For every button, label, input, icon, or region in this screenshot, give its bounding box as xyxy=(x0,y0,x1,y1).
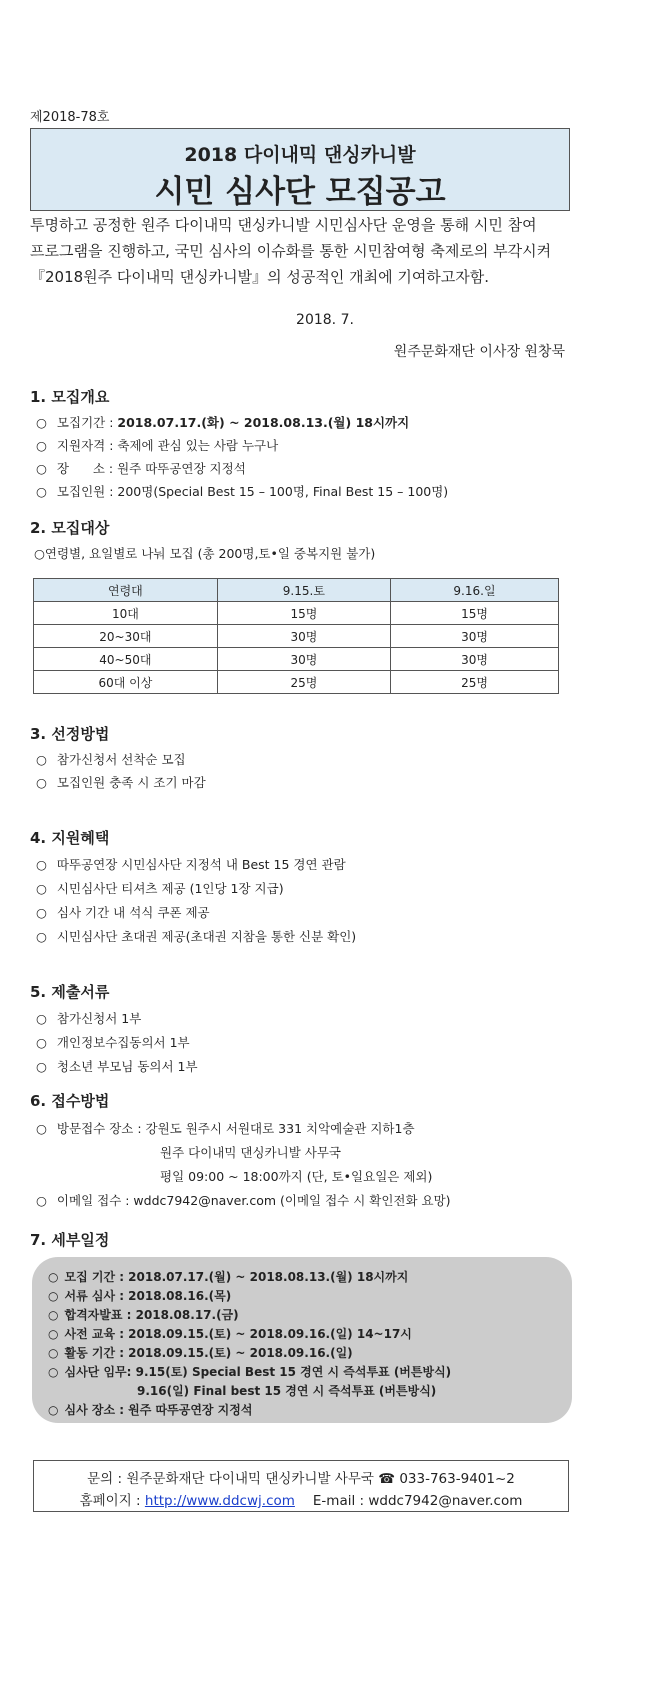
column-header: 9.15.토 xyxy=(217,579,390,602)
bullet-icon: ○ xyxy=(36,905,47,920)
section-heading-documents: 5. 제출서류 xyxy=(30,983,110,1001)
table-cell: 30명 xyxy=(217,648,390,671)
table-cell: 20~30대 xyxy=(34,625,218,648)
list-item xyxy=(36,855,346,873)
schedule-item: ○ 심사 장소 : 원주 따뚜공연장 지정석 xyxy=(48,1403,253,1417)
contact-box xyxy=(33,1460,569,1512)
bullet-icon: ○ xyxy=(36,461,47,476)
section-heading-submission: 6. 접수방법 xyxy=(30,1092,110,1110)
table-cell: 40~50대 xyxy=(34,648,218,671)
contact-email: E-mail : wddc7942@naver.com xyxy=(312,1493,523,1509)
list-item xyxy=(36,436,278,454)
item-label: 시민심사단 초대권 제공(초대권 지참을 통한 신분 확인) xyxy=(56,929,357,944)
list-item xyxy=(36,1119,415,1137)
section-heading-overview: 1. 모집개요 xyxy=(30,388,110,406)
page-title: 시민 심사단 모집공고 xyxy=(154,174,446,210)
item-label: 모집인원 충족 시 조기 마감 xyxy=(56,775,206,790)
item-label: 지원자격 : 축제에 관심 있는 사람 누구나 xyxy=(56,438,279,453)
document-number: 제2018-78호 xyxy=(30,110,110,125)
table-cell: 30명 xyxy=(391,648,559,671)
table-cell: 30명 xyxy=(217,625,390,648)
list-item xyxy=(36,1033,190,1051)
table-row xyxy=(34,602,559,625)
intro-line: 『2018원주 다이내믹 댄싱카니발』의 성공적인 개최에 기여하고자함. xyxy=(30,268,490,286)
list-item xyxy=(36,773,206,791)
bullet-icon: ○ xyxy=(48,1365,59,1379)
inquiry-line: 문의 : 원주문화재단 다이내믹 댄싱카니발 사무국 ☎ 033-763-9401~2 xyxy=(87,1471,515,1487)
section-heading-benefits: 4. 지원혜택 xyxy=(30,829,110,847)
section-heading-target: 2. 모집대상 xyxy=(30,519,110,537)
section-heading-schedule: 7. 세부일정 xyxy=(30,1231,110,1249)
bullet-icon: ○ xyxy=(48,1270,59,1284)
visit-hours-line: 평일 09:00 ~ 18:00까지 (단, 토•일요일은 제외) xyxy=(160,1169,433,1184)
bullet-icon: ○ xyxy=(36,438,47,453)
intro-line: 프로그램을 진행하고, 국민 심사의 이슈화를 통한 시민참여형 축제로의 부각시켜 xyxy=(30,242,552,260)
homepage-line xyxy=(34,1489,568,1509)
schedule-item: ○ 사전 교육 : 2018.09.15.(토) ~ 2018.09.16.(일) 14~17시 xyxy=(48,1327,412,1341)
bullet-icon: ○ xyxy=(36,415,47,430)
schedule-item: ○ 서류 심사 : 2018.08.16.(목) xyxy=(48,1289,232,1303)
announcement-date: 2018. 7. xyxy=(296,312,354,328)
signer: 원주문화재단 이사장 원창묵 xyxy=(393,344,565,360)
item-label: 참가신청서 선착순 모집 xyxy=(56,752,186,767)
list-item xyxy=(36,879,284,897)
bullet-icon: ○ xyxy=(48,1308,59,1322)
section-note: ○연령별, 요일별로 나눠 모집 (총 200명,토•일 중복지원 불가) xyxy=(34,546,376,561)
list-item xyxy=(36,903,210,921)
schedule-item: ○ 모집 기간 : 2018.07.17.(월) ~ 2018.08.13.(월) 18시까지 xyxy=(48,1270,409,1284)
bullet-icon: ○ xyxy=(48,1289,59,1303)
bullet-icon: ○ xyxy=(48,1403,59,1417)
intro-paragraph xyxy=(30,212,610,290)
schedule-item: ○ 활동 기간 : 2018.09.15.(토) ~ 2018.09.16.(일) xyxy=(48,1346,353,1360)
item-label: 청소년 부모님 동의서 1부 xyxy=(56,1059,198,1074)
item-label: 방문접수 장소 : 강원도 원주시 서원대로 331 치악예술관 지하1층 xyxy=(56,1121,415,1136)
schedule-item: ○ 합격자발표 : 2018.08.17.(금) xyxy=(48,1308,239,1322)
table-cell: 15명 xyxy=(391,602,559,625)
list-item xyxy=(36,1191,451,1209)
bullet-icon: ○ xyxy=(48,1327,59,1341)
bullet-icon: ○ xyxy=(36,1011,47,1026)
homepage-label: 홈페이지 : xyxy=(79,1493,145,1509)
bullet-icon: ○ xyxy=(36,857,47,872)
column-header: 9.16.일 xyxy=(391,579,559,602)
item-label: 장 소 : 원주 따뚜공연장 지정석 xyxy=(56,461,246,476)
list-item xyxy=(36,1009,141,1027)
bullet-icon: ○ xyxy=(36,1121,47,1136)
bullet-icon: ○ xyxy=(36,775,47,790)
item-label: 이메일 접수 : wddc7942@naver.com (이메일 접수 시 확인전화 요망) xyxy=(56,1193,451,1208)
schedule-item-continuation: 9.16(일) Final best 15 경연 시 즉석투표 (버튼방식) xyxy=(137,1384,437,1398)
table-header-row xyxy=(34,579,559,602)
list-item xyxy=(36,750,186,768)
list-item xyxy=(36,927,356,945)
column-header: 연령대 xyxy=(34,579,218,602)
title-box xyxy=(30,128,570,211)
table-row xyxy=(34,625,559,648)
bullet-icon: ○ xyxy=(36,1059,47,1074)
bullet-icon: ○ xyxy=(48,1346,59,1360)
list-item xyxy=(36,459,246,477)
item-label: 심사 기간 내 석식 쿠폰 제공 xyxy=(56,905,210,920)
table-cell: 15명 xyxy=(217,602,390,625)
list-item xyxy=(36,1057,198,1075)
homepage-link[interactable]: http://www.ddcwj.com xyxy=(144,1493,295,1509)
schedule-box xyxy=(32,1257,572,1423)
schedule-item: ○ 심사단 임무: 9.15(토) Special Best 15 경연 시 즉석투표 (버튼방식) xyxy=(48,1365,452,1379)
distribution-table xyxy=(33,578,559,694)
bullet-icon: ○ xyxy=(36,1193,47,1208)
bullet-icon: ○ xyxy=(36,929,47,944)
item-label: 따뚜공연장 시민심사단 지정석 내 Best 15 경연 관람 xyxy=(56,857,346,872)
table-row xyxy=(34,671,559,694)
section-heading-selection: 3. 선정방법 xyxy=(30,725,110,743)
item-label: 모집기간 : xyxy=(56,415,118,430)
bullet-icon: ○ xyxy=(36,881,47,896)
intro-line: 투명하고 공정한 원주 다이내믹 댄싱카니발 시민심사단 운영을 통해 시민 참여 xyxy=(30,216,537,234)
bullet-icon: ○ xyxy=(36,484,47,499)
table-cell: 10대 xyxy=(34,602,218,625)
table-cell: 25명 xyxy=(391,671,559,694)
bullet-icon: ○ xyxy=(36,1035,47,1050)
list-item xyxy=(36,482,448,500)
item-label: 시민심사단 티셔츠 제공 (1인당 1장 지급) xyxy=(56,881,284,896)
visit-address-line: 원주 다이내믹 댄싱카니발 사무국 xyxy=(160,1145,341,1160)
item-value: 2018.07.17.(화) ~ 2018.08.13.(월) 18시까지 xyxy=(117,415,410,430)
bullet-icon: ○ xyxy=(36,752,47,767)
table-cell: 60대 이상 xyxy=(34,671,218,694)
item-label: 개인정보수집동의서 1부 xyxy=(56,1035,190,1050)
item-label: 모집인원 : 200명(Special Best 15 – 100명, Final Best 15 – 100명) xyxy=(56,484,449,499)
item-label: 참가신청서 1부 xyxy=(56,1011,142,1026)
table-cell: 25명 xyxy=(217,671,390,694)
table-cell: 30명 xyxy=(391,625,559,648)
list-item xyxy=(36,413,409,431)
title-subtitle: 2018 다이내믹 댄싱카니발 xyxy=(184,144,416,166)
table-row xyxy=(34,648,559,671)
